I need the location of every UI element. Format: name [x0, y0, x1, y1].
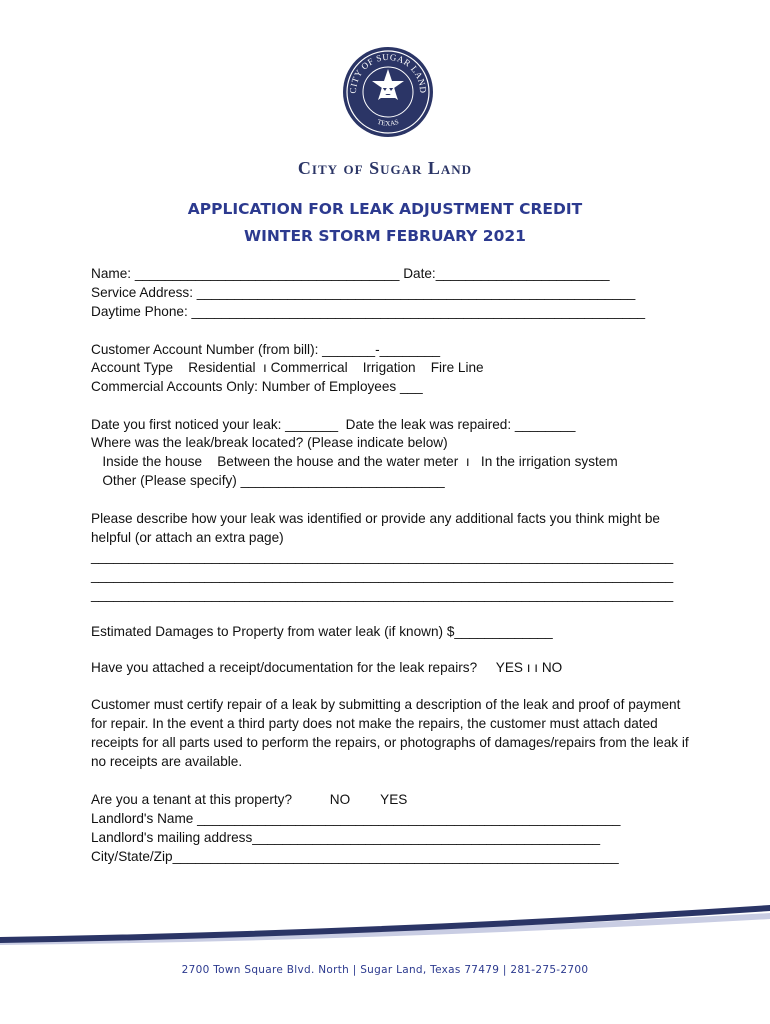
- tenant-question[interactable]: Are you a tenant at this property? NO YES: [91, 792, 408, 807]
- description-blank-line[interactable]: _____________________________________________________________________________: [91, 549, 674, 564]
- daytime-phone-field[interactable]: Daytime Phone: ____________________________________________________________: [91, 304, 646, 319]
- footer-address: 2700 Town Square Blvd. North | Sugar Land, Texas 77479 | 281-275-2700: [181, 964, 589, 976]
- estimated-damages-field[interactable]: Estimated Damages to Property from water leak (if known) $_____________: [91, 624, 553, 639]
- description-blank-line[interactable]: _____________________________________________________________________________: [91, 568, 674, 583]
- account-number-field[interactable]: Customer Account Number (from bill): _______-________: [91, 342, 441, 357]
- leak-dates-field[interactable]: Date you first noticed your leak: _______ Date the leak was repaired: ________: [91, 417, 576, 432]
- describe-prompt: Please describe how your leak was identified or provide any additional facts you think might be: [91, 511, 660, 526]
- receipt-attached-question[interactable]: Have you attached a receipt/documentation for the leak repairs? YES ı ı NO: [91, 660, 563, 675]
- landlord-address-field[interactable]: Landlord's mailing address______________________________________________: [91, 830, 601, 845]
- form-subtitle: WINTER STORM FEBRUARY 2021: [244, 227, 526, 245]
- svg-text:CITY OF SUGAR LAND: CITY OF SUGAR LAND: [347, 51, 429, 94]
- certification-paragraph: Customer must certify repair of a leak by submitting a description of the leak and proof of payment for repair. In the event a third party does not make the repairs, the customer must attach dated receipts for all parts used to perform the repairs, or photographs of damages/repairs from the leak if no receipts are available.: [91, 697, 689, 769]
- footer-swoosh: [0, 905, 770, 945]
- leak-location-question: Where was the leak/break located? (Please indicate below): [91, 435, 448, 450]
- employees-field[interactable]: Commercial Accounts Only: Number of Employees ___: [91, 379, 423, 394]
- account-type-options[interactable]: Account Type Residential ı Commerrical Irrigation Fire Line: [91, 360, 484, 375]
- service-address-field[interactable]: Service Address: __________________________________________________________: [91, 285, 636, 300]
- leak-location-options[interactable]: Inside the house Between the house and the water meter ı In the irrigation system: [91, 454, 618, 469]
- name-date-field[interactable]: Name: ___________________________________ Date:_______________________: [91, 266, 610, 281]
- description-blank-line[interactable]: _____________________________________________________________________________: [91, 587, 674, 602]
- describe-prompt-cont: helpful (or attach an extra page): [91, 530, 284, 545]
- svg-text:TEXAS: TEXAS: [376, 117, 400, 128]
- city-wordmark: City of Sugar Land: [297, 158, 473, 178]
- other-location-field[interactable]: Other (Please specify) ___________________________: [91, 473, 445, 488]
- city-state-zip-field[interactable]: City/State/Zip___________________________________________________________: [91, 849, 619, 864]
- city-seal-logo: [342, 42, 434, 142]
- form-title: APPLICATION FOR LEAK ADJUSTMENT CREDIT: [187, 200, 583, 218]
- landlord-name-field[interactable]: Landlord's Name ________________________________________________________: [91, 811, 621, 826]
